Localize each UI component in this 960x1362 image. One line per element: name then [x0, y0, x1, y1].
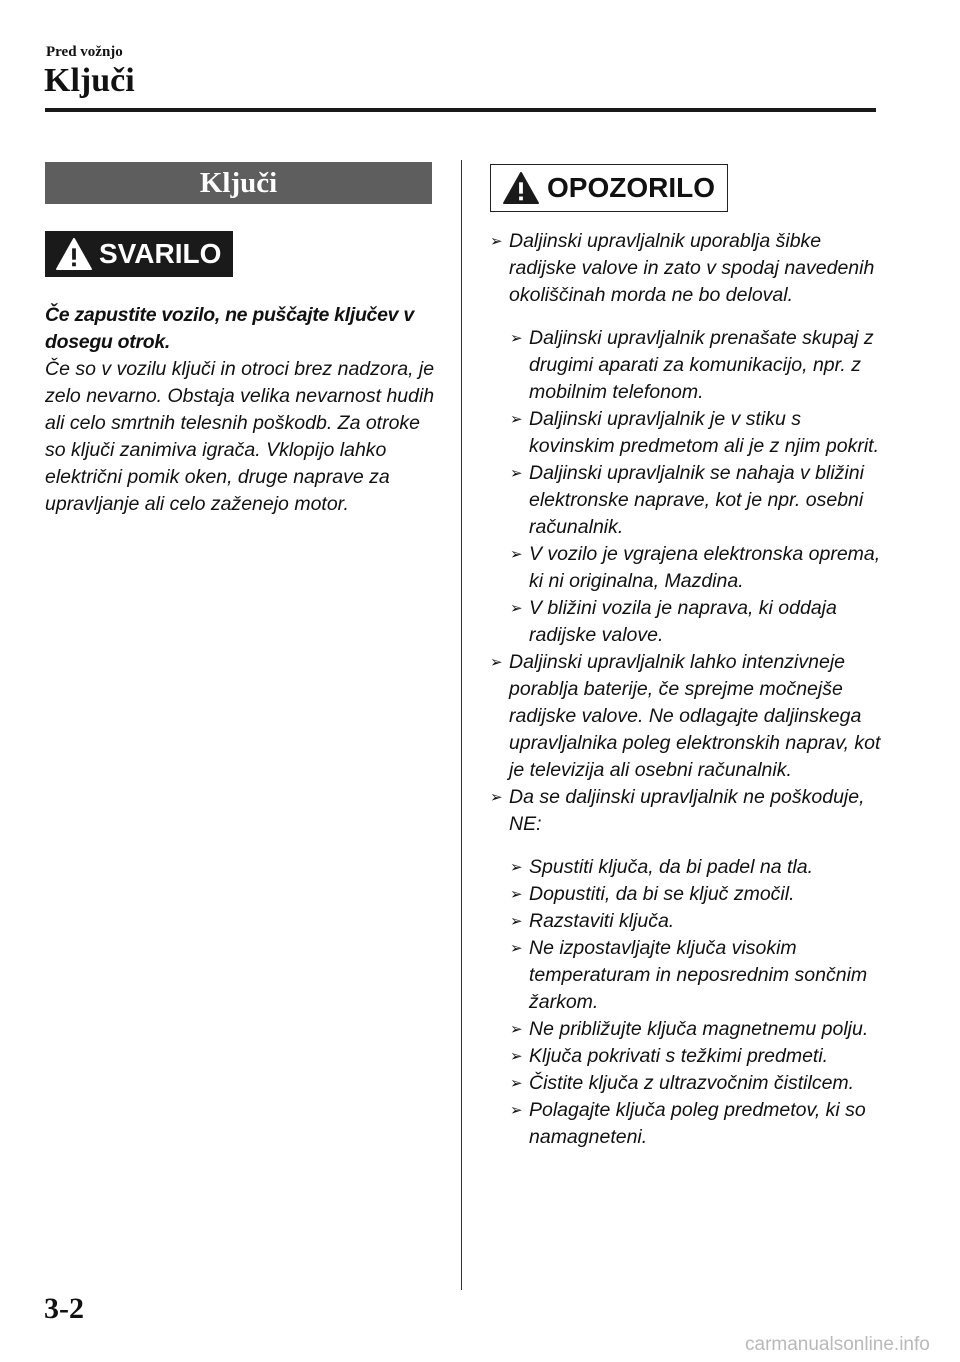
- list-item: ➢ Razstaviti ključa.: [490, 908, 890, 935]
- arrowhead-bullet-icon: ➢: [510, 600, 523, 617]
- svarilo-heading: Če zapustite vozilo, ne puščajte ključev v dosegu otrok.: [45, 304, 414, 353]
- opozorilo-label: OPOZORILO: [547, 172, 715, 203]
- arrowhead-bullet-icon: ➢: [490, 789, 503, 806]
- column-divider: [461, 160, 462, 1290]
- list-item: ➢ V vozilo je vgrajena elektronska oprema, ki ni originalna, Mazdina.: [510, 543, 881, 592]
- list-item: ➢ Ključa pokrivati s težkimi predmeti.: [490, 1043, 890, 1070]
- list-item: ➢ V bližini vozila je naprava, ki oddaja radijske valove.: [510, 597, 837, 646]
- arrowhead-bullet-icon: ➢: [510, 940, 523, 957]
- svarilo-text: [45, 302, 445, 518]
- list-item: ➢ Ne izpostavljajte ključa visokim temperaturam in neposrednim sončnim žarkom.: [510, 937, 868, 1013]
- arrowhead-bullet-icon: ➢: [510, 1021, 523, 1038]
- list-item: ➢ Polagajte ključa poleg predmetov, ki so namagneteni.: [510, 1099, 866, 1148]
- breadcrumb: Pred vožnjo: [46, 44, 123, 60]
- svarilo-body: Če so v vozilu ključi in otroci brez nadzora, je zelo nevarno. Obstaja velika nevarnost hudih ali celo smrtnih telesnih poškodb. Za otroke so ključi zanimiva igrača. Vklopijo lahko električni pomik oken, druge naprave za upravljanje ali celo zaženejo motor.: [45, 358, 435, 515]
- warning-triangle-icon: [501, 171, 541, 205]
- list-item: ➢ Daljinski upravljalnik prenašate skupaj z drugimi aparati za komunikacijo, npr. z mobilnim telefonom.: [510, 327, 874, 403]
- list-item: ➢ Daljinski upravljalnik uporablja šibke radijske valove in zato v spodaj navedenih okoliščinah morda ne bo deloval.: [490, 230, 875, 306]
- svarilo-badge: [45, 231, 233, 277]
- list-item: ➢ Dopustiti, da bi se ključ zmočil.: [490, 881, 890, 908]
- page-number: 3-2: [44, 1292, 84, 1325]
- svarilo-label: SVARILO: [99, 238, 222, 269]
- list-item: ➢ Ne približujte ključa magnetnemu polju.: [490, 1016, 890, 1043]
- list-item: ➢ Daljinski upravljalnik lahko intenzivneje porablja baterije, če sprejme močnejše radijske valove. Ne odlagajte daljinskega upravljalnika poleg elektronskih naprav, kot je televizija ali osebni računalnik.: [490, 651, 881, 781]
- opozorilo-list: [490, 228, 890, 1151]
- section-title: Ključi: [45, 162, 432, 204]
- arrowhead-bullet-icon: ➢: [510, 1102, 523, 1119]
- arrowhead-bullet-icon: ➢: [510, 859, 523, 876]
- watermark: carmanualsonline.info: [745, 1334, 930, 1355]
- list-item: ➢ Daljinski upravljalnik je v stiku s kovinskim predmetom ali je z njim pokrit.: [510, 408, 880, 457]
- arrowhead-bullet-icon: ➢: [490, 654, 503, 671]
- arrowhead-bullet-icon: ➢: [510, 913, 523, 930]
- list-item: ➢ Spustiti ključa, da bi padel na tla.: [490, 854, 890, 881]
- arrowhead-bullet-icon: ➢: [510, 411, 523, 428]
- arrowhead-bullet-icon: ➢: [510, 330, 523, 347]
- page-title: Ključi: [44, 62, 135, 99]
- header-rule: [45, 108, 876, 112]
- arrowhead-bullet-icon: ➢: [510, 1048, 523, 1065]
- opozorilo-badge: [490, 164, 728, 212]
- arrowhead-bullet-icon: ➢: [510, 465, 523, 482]
- warning-triangle-icon: [55, 237, 93, 271]
- list-item: ➢ Da se daljinski upravljalnik ne poškoduje, NE:: [490, 786, 865, 835]
- arrowhead-bullet-icon: ➢: [510, 546, 523, 563]
- arrowhead-bullet-icon: ➢: [510, 1075, 523, 1092]
- list-item: ➢ Čistite ključa z ultrazvočnim čistilcem.: [490, 1070, 890, 1097]
- arrowhead-bullet-icon: ➢: [510, 886, 523, 903]
- list-item: ➢ Daljinski upravljalnik se nahaja v bližini elektronske naprave, kot je npr. osebni računalnik.: [510, 462, 864, 538]
- arrowhead-bullet-icon: ➢: [490, 233, 503, 250]
